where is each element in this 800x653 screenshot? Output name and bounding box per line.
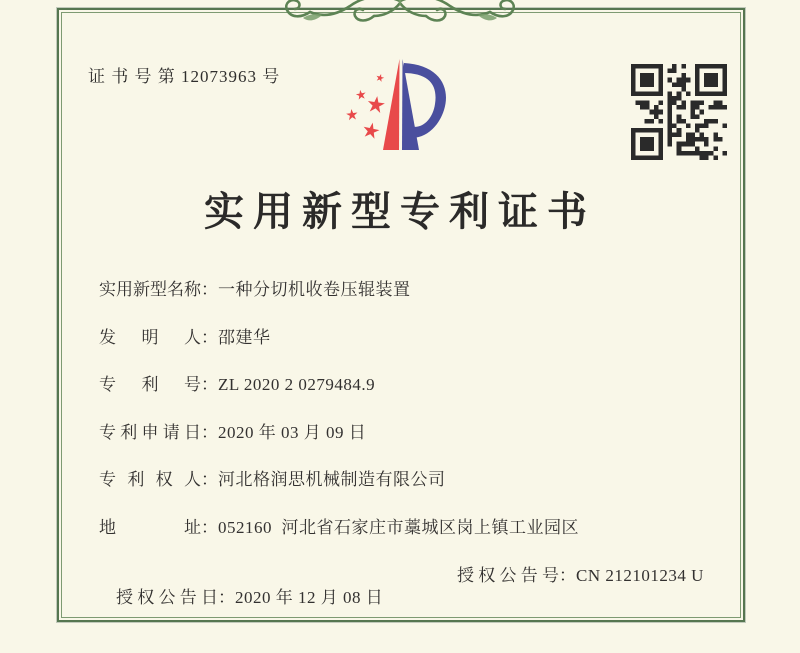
field-label: 授权公告日 [116, 587, 218, 607]
field-row-name [99, 279, 739, 327]
field-label: 专利号 [99, 375, 201, 395]
field-row-patentee [99, 469, 739, 517]
certificate-number: 证 书 号 第 12073963 号 [88, 67, 281, 86]
field-colon: ： [201, 280, 218, 299]
pair-grant-number [457, 565, 704, 587]
field-row-patent-number [99, 374, 739, 422]
field-row-inventor [99, 327, 739, 375]
field-colon: ： [201, 422, 218, 442]
field-label: 授权公告号 [457, 565, 559, 585]
field-colon: ： [201, 470, 218, 490]
field-value: 2020 年 12 月 08 日 [235, 587, 384, 607]
certificate-title: 实用新型专利证书 [204, 189, 596, 234]
qr-code [631, 64, 727, 160]
field-label: 发明人 [99, 327, 201, 347]
field-colon: ： [201, 517, 218, 537]
pair-grant-date [116, 588, 383, 607]
field-list [99, 279, 739, 612]
field-value: 2020 年 03 月 09 日 [218, 422, 367, 442]
field-colon: ： [201, 375, 218, 395]
field-value: 052160 河北省石家庄市藁城区岗上镇工业园区 [218, 517, 579, 537]
field-value: ZL 2020 2 0279484.9 [218, 375, 376, 395]
field-value: 一种分切机收卷压辊装置 [218, 280, 411, 299]
field-label: 专利申请日 [99, 422, 201, 442]
field-label: 地址 [99, 517, 201, 537]
field-value: 邵建华 [218, 327, 271, 347]
cnipa-logo-icon [344, 52, 452, 156]
floral-ornament-icon [270, 0, 530, 31]
field-label: 专利权人 [99, 470, 201, 490]
field-value: CN 212101234 U [576, 565, 704, 585]
field-row-address [99, 517, 739, 565]
field-colon: ： [559, 565, 576, 585]
field-colon: ： [218, 587, 235, 607]
field-row-grant [99, 565, 739, 613]
field-row-filing-date [99, 422, 739, 470]
field-label: 实用新型名称 [99, 280, 201, 299]
field-value: 河北格润思机械制造有限公司 [218, 470, 446, 490]
field-colon: ： [201, 327, 218, 347]
